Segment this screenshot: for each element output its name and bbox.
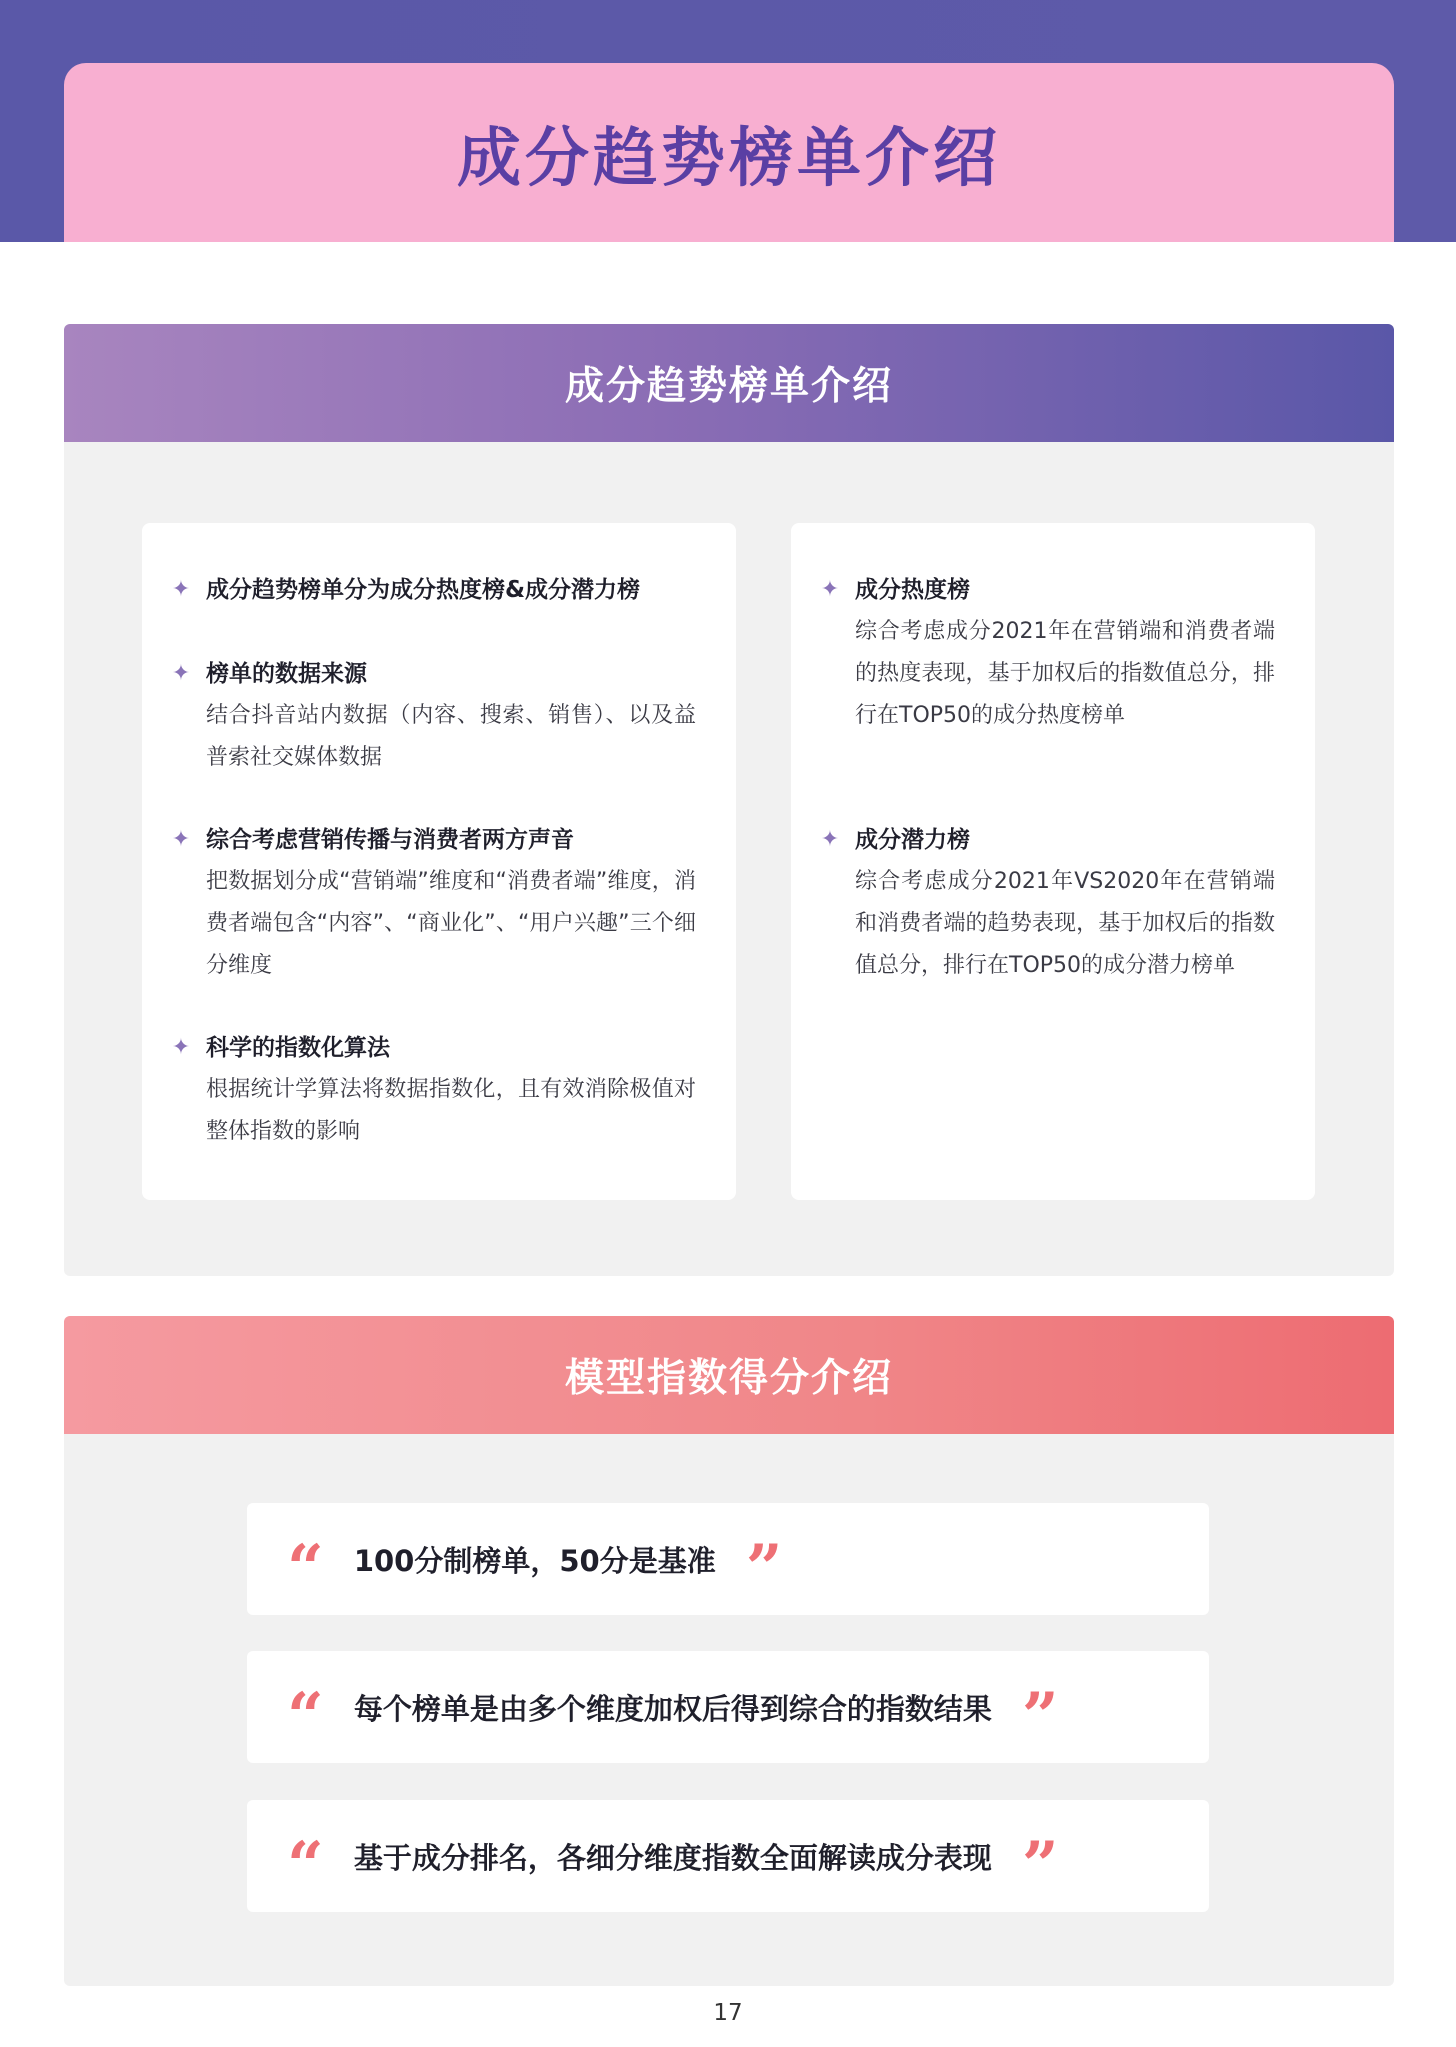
page-number: 17: [713, 2000, 743, 2026]
open-quote-icon: “: [287, 1685, 324, 1729]
sparkle-star-icon: ✦: [171, 1035, 191, 1060]
ranking-features-panel: [142, 523, 736, 1200]
item-heading: 综合考虑营销传播与消费者两方声音: [206, 827, 574, 853]
item-body: 根据统计学算法将数据指数化，且有效消除极值对整体指数的影响: [206, 1077, 696, 1144]
close-quote-icon: ”: [1021, 1834, 1059, 1878]
item-heading: 榜单的数据来源: [206, 661, 367, 687]
quote-text: 每个榜单是由多个维度加权后得到综合的指数结果: [353, 1691, 992, 1726]
sparkle-star-icon: ✦: [820, 577, 840, 602]
quote-text: 基于成分排名，各细分维度指数全面解读成分表现: [353, 1840, 992, 1875]
close-quote-icon: ”: [1021, 1685, 1059, 1729]
list-item: [819, 569, 1275, 737]
section-header: [64, 324, 1394, 442]
sparkle-star-icon: ✦: [171, 577, 191, 602]
model-score-section: [64, 1316, 1394, 1986]
list-item: [819, 819, 1275, 987]
item-heading: 成分热度榜: [855, 577, 970, 603]
item-heading: 成分趋势榜单分为成分热度榜&成分潜力榜: [206, 577, 641, 603]
list-item: [170, 653, 696, 779]
list-item: [170, 819, 696, 987]
quote-text: 100分制榜单，50分是基准: [353, 1543, 716, 1578]
item-body: 结合抖音站内数据（内容、搜索、销售）、以及益普索社交媒体数据: [206, 703, 696, 770]
sparkle-star-icon: ✦: [820, 827, 840, 852]
quote-card: [247, 1800, 1209, 1912]
section-title: 成分趋势榜单介绍: [564, 364, 893, 409]
sparkle-star-icon: ✦: [171, 661, 191, 686]
list-item: [170, 569, 696, 611]
item-body: 综合考虑成分2021年在营销端和消费者端的热度表现，基于加权后的指数值总分，排行在TOP50的成分热度榜单: [855, 619, 1275, 728]
sparkle-star-icon: ✦: [171, 827, 191, 852]
ranking-intro-section: [64, 324, 1394, 1276]
item-body: 综合考虑成分2021年VS2020年在营销端和消费者端的趋势表现，基于加权后的指数值总分，排行在TOP50的成分潜力榜单: [855, 869, 1275, 978]
item-heading: 成分潜力榜: [855, 827, 970, 853]
ranking-types-panel: [791, 523, 1315, 1200]
open-quote-icon: “: [287, 1834, 324, 1878]
list-item: [170, 1027, 696, 1153]
close-quote-icon: ”: [745, 1537, 783, 1581]
section-header: [64, 1316, 1394, 1434]
item-heading: 科学的指数化算法: [206, 1035, 390, 1061]
section-title: 模型指数得分介绍: [564, 1356, 893, 1401]
quote-card: [247, 1503, 1209, 1615]
quote-card: [247, 1651, 1209, 1763]
item-body: 把数据划分成“营销端”维度和“消费者端”维度，消费者端包含“内容”、“商业化”、“用户兴趣”三个细分维度: [206, 869, 696, 978]
hero-banner: [64, 63, 1394, 242]
page-title: 成分趋势榜单介绍: [457, 121, 1001, 196]
open-quote-icon: “: [287, 1537, 324, 1581]
